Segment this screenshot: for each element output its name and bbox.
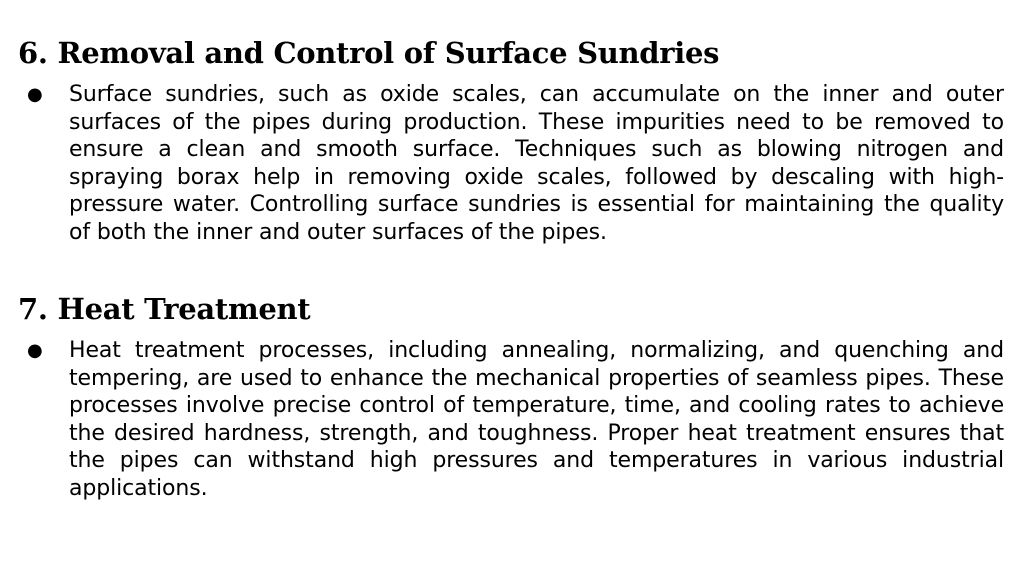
bullet-marker: ●	[27, 340, 43, 361]
section-heading-heat-treatment: 7. Heat Treatment	[18, 292, 311, 326]
bullet-text-surface-sundries: Surface sundries, such as oxide scales, can accumulate on the inner and outer surfaces of the pipes during production. These impurities need to be removed to ensure a clean and smooth surface. Techniques such as blowing nitrogen and spraying borax help in removing oxide scales, followed by descaling with high-pressure water. Controlling surface sundries is essential for maintaining the quality of both the inner and outer surfaces of the pipes.	[69, 82, 1004, 245]
section-heading-surface-sundries: 6. Removal and Control of Surface Sundries	[18, 36, 720, 70]
bullet-marker: ●	[27, 84, 43, 105]
bullet-text-heat-treatment: Heat treatment processes, including annealing, normalizing, and quenching and tempering, are used to enhance the mechanical properties of seamless pipes. These processes involve precise control of temperature, time, and cooling rates to achieve the desired hardness, strength, and toughness. Proper heat treatment ensures that the pipes can withstand high pressures and temperatures in various industrial applications.	[69, 338, 1004, 501]
